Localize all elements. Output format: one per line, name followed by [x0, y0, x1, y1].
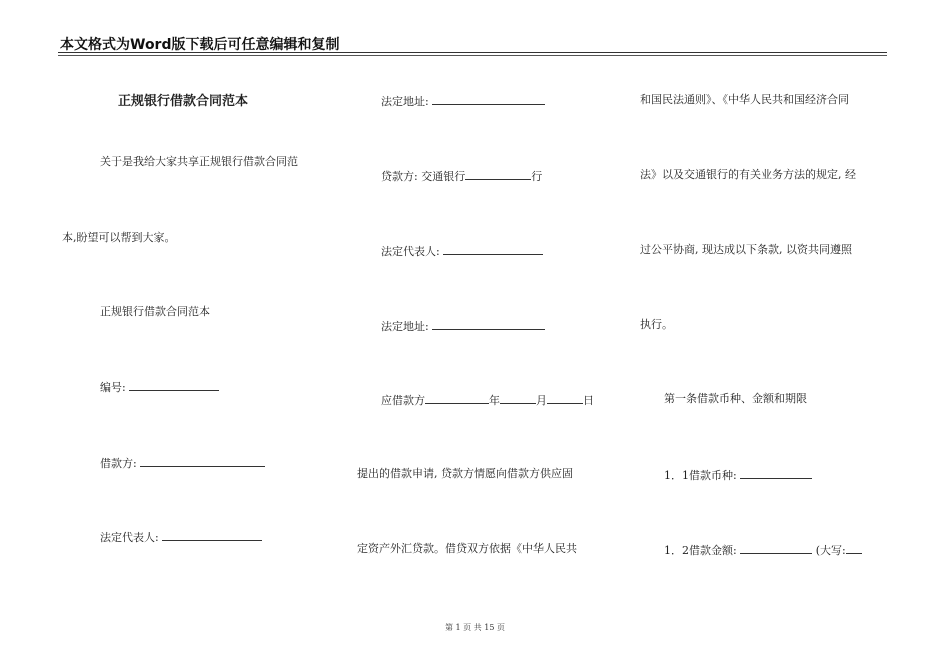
address-blank-2 [432, 318, 545, 330]
legal-rep-blank-2 [443, 243, 543, 255]
document-title: 正规银行借款合同范本 [118, 94, 249, 109]
paragraph-line-2: 定资产外汇贷款。借贷双方依据《中华人民共 [357, 542, 577, 555]
address-blank-1 [432, 93, 545, 105]
col3-line-4: 执行。 [640, 318, 673, 331]
legal-rep-field-2 [381, 243, 543, 259]
paragraph-line-1: 提出的借款申请, 贷款方情愿向借款方供应固 [357, 467, 573, 480]
header-rule-thin [58, 55, 887, 56]
borrower-label: 借款方: [100, 457, 137, 470]
contract-subtitle: 正规银行借款合同范本 [100, 305, 210, 318]
legal-rep-field-1 [100, 529, 262, 545]
borrower-field [100, 455, 265, 471]
legal-rep-label-1: 法定代表人: [100, 531, 159, 544]
number-label: 编号: [100, 381, 126, 394]
number-blank [129, 379, 219, 391]
amount-blank [740, 542, 812, 554]
address-field-2 [381, 318, 545, 334]
amount-field [664, 542, 862, 558]
year-blank [425, 392, 489, 404]
address-label-2: 法定地址: [381, 320, 429, 333]
currency-blank [740, 467, 812, 479]
article-1-heading: 第一条借款币种、金额和期限 [664, 392, 807, 405]
year-label: 年 [489, 394, 500, 407]
amount-label: 1．2借款金额: [664, 544, 737, 557]
intro-line-1: 关于是我给大家共享正规银行借款合同范 [100, 155, 298, 168]
amount-capital-label: (大写: [815, 544, 846, 557]
currency-field [664, 467, 812, 483]
date-prefix: 应借款方 [381, 394, 425, 407]
lender-suffix: 行 [531, 170, 543, 183]
lender-label: 贷款方: 交通银行 [381, 170, 466, 183]
currency-label: 1．1借款币种: [664, 469, 737, 482]
number-field [100, 379, 219, 395]
day-blank [547, 392, 583, 404]
month-label: 月 [536, 394, 547, 407]
lender-blank [465, 168, 531, 180]
lender-field [381, 168, 542, 184]
amount-capital-blank [846, 542, 862, 554]
document-header: 本文格式为Word版下载后可任意编辑和复制 [60, 37, 340, 53]
borrower-blank [140, 455, 265, 467]
legal-rep-blank-1 [162, 529, 262, 541]
day-label: 日 [583, 394, 594, 407]
col3-line-3: 过公平协商, 现达成以下条款, 以资共同遵照 [640, 243, 852, 256]
col3-line-1: 和国民法通则》、《中华人民共和国经济合同 [640, 93, 849, 106]
address-field-1 [381, 93, 545, 109]
legal-rep-label-2: 法定代表人: [381, 245, 440, 258]
intro-line-2: 本,盼望可以帮到大家。 [62, 231, 176, 244]
date-field [381, 392, 594, 408]
col3-line-2: 法》以及交通银行的有关业务方法的规定, 经 [640, 168, 856, 181]
month-blank [500, 392, 536, 404]
header-rule [58, 52, 887, 53]
address-label-1: 法定地址: [381, 95, 429, 108]
page-footer: 第 1 页 共 15 页 [445, 623, 505, 632]
